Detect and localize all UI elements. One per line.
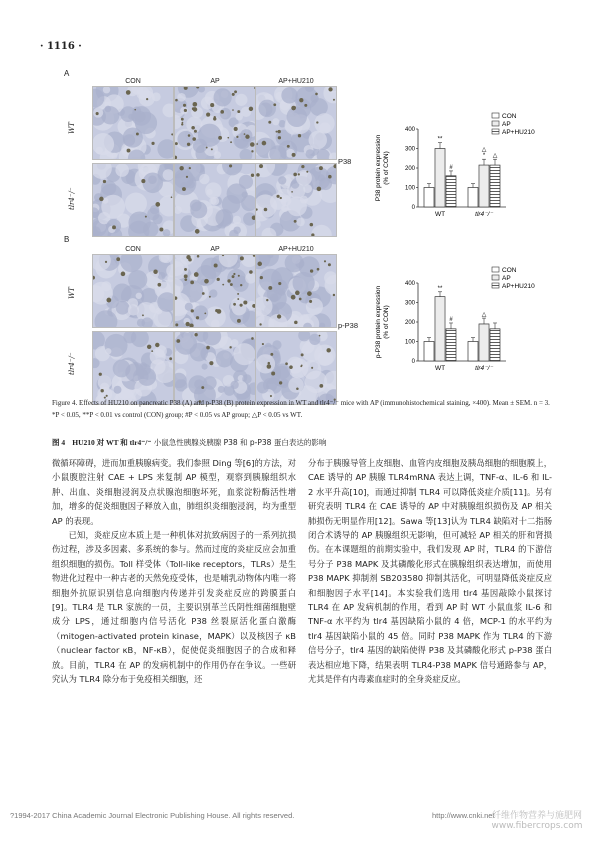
y-tick-label: 400	[404, 127, 415, 133]
col-header-ap-a: AP	[210, 78, 220, 85]
side-label-p38: P38	[338, 157, 352, 166]
y-tick-label: 200	[404, 166, 415, 172]
significance-mark: #	[449, 316, 453, 323]
bar	[468, 188, 478, 208]
row-label-tlr4-a: tlr4⁻/⁻	[68, 187, 76, 210]
y-tick-label: 100	[404, 185, 415, 192]
bar	[446, 329, 456, 361]
micrograph-image	[255, 331, 337, 405]
legend-label: AP+HU210	[502, 283, 535, 290]
body-column-right	[308, 456, 552, 687]
y-tick-label: 200	[404, 320, 415, 326]
micrograph-image	[92, 163, 174, 237]
micrograph-image	[92, 331, 174, 405]
y-tick-label: 100	[404, 339, 415, 346]
significance-mark: △	[481, 147, 487, 154]
bar	[435, 149, 445, 208]
category-label: tlr4⁻/⁻	[475, 211, 493, 218]
panel-letter-b: B	[64, 235, 70, 244]
legend-swatch	[492, 113, 499, 118]
legend-label: AP+HU210	[502, 129, 535, 136]
micrograph-image	[174, 254, 256, 328]
bar	[490, 165, 500, 207]
significance-mark: *	[482, 153, 486, 160]
micrograph-image	[255, 163, 337, 237]
category-label: WT	[434, 365, 446, 372]
micrograph-image	[255, 86, 337, 160]
col-header-con-b: CON	[125, 246, 141, 253]
legend-swatch	[492, 267, 499, 272]
significance-mark: #	[449, 164, 453, 171]
y-tick-label: 400	[404, 281, 415, 287]
chart-p-p38	[370, 266, 560, 376]
y-axis-label: P38 protein expression(% of CON)	[375, 134, 390, 202]
figure-caption-en: Figure 4. Effects of HU210 on pancreatic P38 (A) and p-P38 (B) protein expression in WT and tlr4⁻/⁻ mice with AP (immunohistochemical staining, ×400). Mean ± SEM. n = 3. *P < 0.05, **P < 0.01 vs control (CON) group; #P < 0.05 vs AP group; △P < 0.05 vs WT.	[52, 399, 550, 419]
micrograph-image	[174, 163, 256, 237]
bar	[446, 176, 456, 207]
significance-mark: △	[492, 153, 498, 160]
legend-swatch	[492, 129, 499, 134]
bar	[468, 342, 478, 362]
copyright: ?1994-2017 China Academic Journal Electronic Publishing House. All rights reserved.	[10, 811, 295, 820]
figure-caption-cn	[52, 437, 554, 448]
bar	[424, 342, 434, 362]
category-label: tlr4⁻/⁻	[475, 365, 493, 372]
legend-label: AP	[502, 121, 511, 128]
y-tick-label: 0	[411, 359, 415, 365]
col-header-con-a: CON	[125, 78, 141, 85]
micrograph-image	[92, 254, 174, 328]
bar	[479, 165, 489, 207]
paragraph: 微循环障碍，进而加重胰腺病变。我们参照 Ding 等[6]的方法，对小鼠腹腔注射 CAE + LPS 来复制 AP 模型，观察到胰腺组织水肿、出血、炎细胞浸润及点状腺泡细胞坏死，血浆淀粉酶活性增加，增多的促炎细胞因子释放入血，肺组织炎细胞浸润，均为重型 AP 的表现。	[52, 458, 296, 526]
watermark-cn: 纤维作物营养与施肥网	[491, 811, 582, 821]
footer-url: http://www.cnki.net	[432, 811, 495, 820]
page-number: · 1116 ·	[40, 41, 82, 52]
micrograph-image	[255, 254, 337, 328]
y-axis-label: p-P38 protein expression(% of CON)	[375, 285, 390, 359]
legend-label: CON	[502, 267, 517, 274]
col-header-ap-hu210-b: AP+HU210	[278, 246, 314, 253]
body-column-left	[52, 456, 296, 687]
significance-mark: **	[437, 285, 443, 292]
micrograph-image	[174, 86, 256, 160]
category-label: WT	[434, 211, 446, 218]
significance-mark: **	[437, 136, 443, 143]
watermark	[482, 808, 592, 831]
row-label-wt-a: WT	[68, 122, 76, 134]
row-label-tlr4-b: tlr4⁻/⁻	[68, 352, 76, 375]
side-label-p-p38: p-P38	[338, 321, 359, 330]
bar	[435, 297, 445, 361]
y-tick-label: 300	[404, 146, 415, 153]
micrograph-image	[92, 86, 174, 160]
y-tick-label: 0	[411, 205, 415, 211]
bar	[479, 324, 489, 361]
caption-cn-bold: HU210 对 WT 和 tlr4⁻/⁻	[72, 438, 152, 447]
legend-swatch	[492, 283, 499, 288]
caption-cn-label: 图 4	[52, 438, 66, 447]
row-label-wt-b: WT	[68, 287, 76, 299]
significance-mark: △	[481, 312, 487, 319]
bar	[490, 329, 500, 361]
watermark-url: www.fibercrops.com	[491, 821, 583, 831]
legend-swatch	[492, 121, 499, 126]
legend-label: AP	[502, 275, 511, 282]
micrograph-image	[174, 331, 256, 405]
bar	[424, 188, 434, 208]
caption-cn-text: 小鼠急性胰腺炎胰腺 P38 和 p-P38 蛋白表达的影响	[153, 438, 327, 447]
legend-swatch	[492, 275, 499, 280]
paragraph: 已知，炎症反应本质上是一种机体对抗致病因子的一系列抗损伤过程，涉及多因素、多系统的参与。然而过度的炎症反应会加重组织细胞的损伤。Toll 样受体（Toll-like receptors，TLRs）是生物进化过程中一种古老的天然免疫受体，也是哺乳动物体内唯一将细胞外抗原识别信息向细胞内传递并引发炎症反应的跨膜蛋白[9]。TLR4 是 TLR 家族的一员，主要识别革兰氏阴性细菌细胞壁成分 LPS，通过细胞内信号活化 P38 丝裂原活化蛋白激酶（mitogen-activated protein kinase，MAPK）以及核因子 κB（nuclear factor κB，NF-κB），促使促炎细胞因子的合成和释放。目前，TLR4 在 AP 的发病机制中的作用仍存在争议。一些研究认为 TLR4 除分布于免疫相关细胞，还	[52, 530, 296, 685]
col-header-ap-hu210-a: AP+HU210	[278, 78, 314, 85]
y-tick-label: 300	[404, 300, 415, 307]
chart-p38	[370, 112, 560, 222]
legend-label: CON	[502, 113, 517, 120]
panel-letter-a: A	[64, 69, 70, 78]
col-header-ap-b: AP	[210, 246, 220, 253]
paragraph: 分布于胰腺导管上皮细胞、血管内皮细胞及胰岛细胞的细胞膜上，CAE 诱导的 AP 胰腺 TLR4mRNA 表达上调，TNF-α、IL-6 和 IL-2 水平升高[10]，而通过抑制 TLR4 可以降低炎症介质[11]。另有研究表明 TLR4 在 CAE 诱导的 AP 中对胰腺组织损伤及 AP 相关肺损伤无明显作用[12]。Sawa 等[13]认为 TLR4 缺陷对十二指肠闭合术诱导的 AP 胰腺组织无影响，但可减轻 AP 相关的肝和肾损伤。在本课题组的前期实验中，我们发现 AP 时，TLR4 的下游信号分子 P38 MAPK 及其磷酸化形式在胰腺组织表达增加，而使用 P38 MAPK 抑制剂 SB203580 抑制其活化，可明显降低炎症反应和细胞因子水平[14]。本实验我们选用 tlr4 基因敲除小鼠探讨 TLR4 在 AP 发病机制的作用，看到 AP 时 WT 小鼠血浆 IL-6 和 TNF-α 水平约为 tlr4 基因缺陷小鼠的 4 倍，MCP-1 的水平约为 tlr4 基因缺陷小鼠的 45 倍。同时 P38 MAPK 作为 TLR4 的下游信号分子，tlr4 基因的缺陷使得 P38 及其磷酸化形式 p-P38 蛋白表达相应地下降，结果表明 TLR4-P38 MAPK 信号通路参与 AP，尤其是伴有内毒素血症时的全身炎症反应。	[308, 458, 552, 685]
